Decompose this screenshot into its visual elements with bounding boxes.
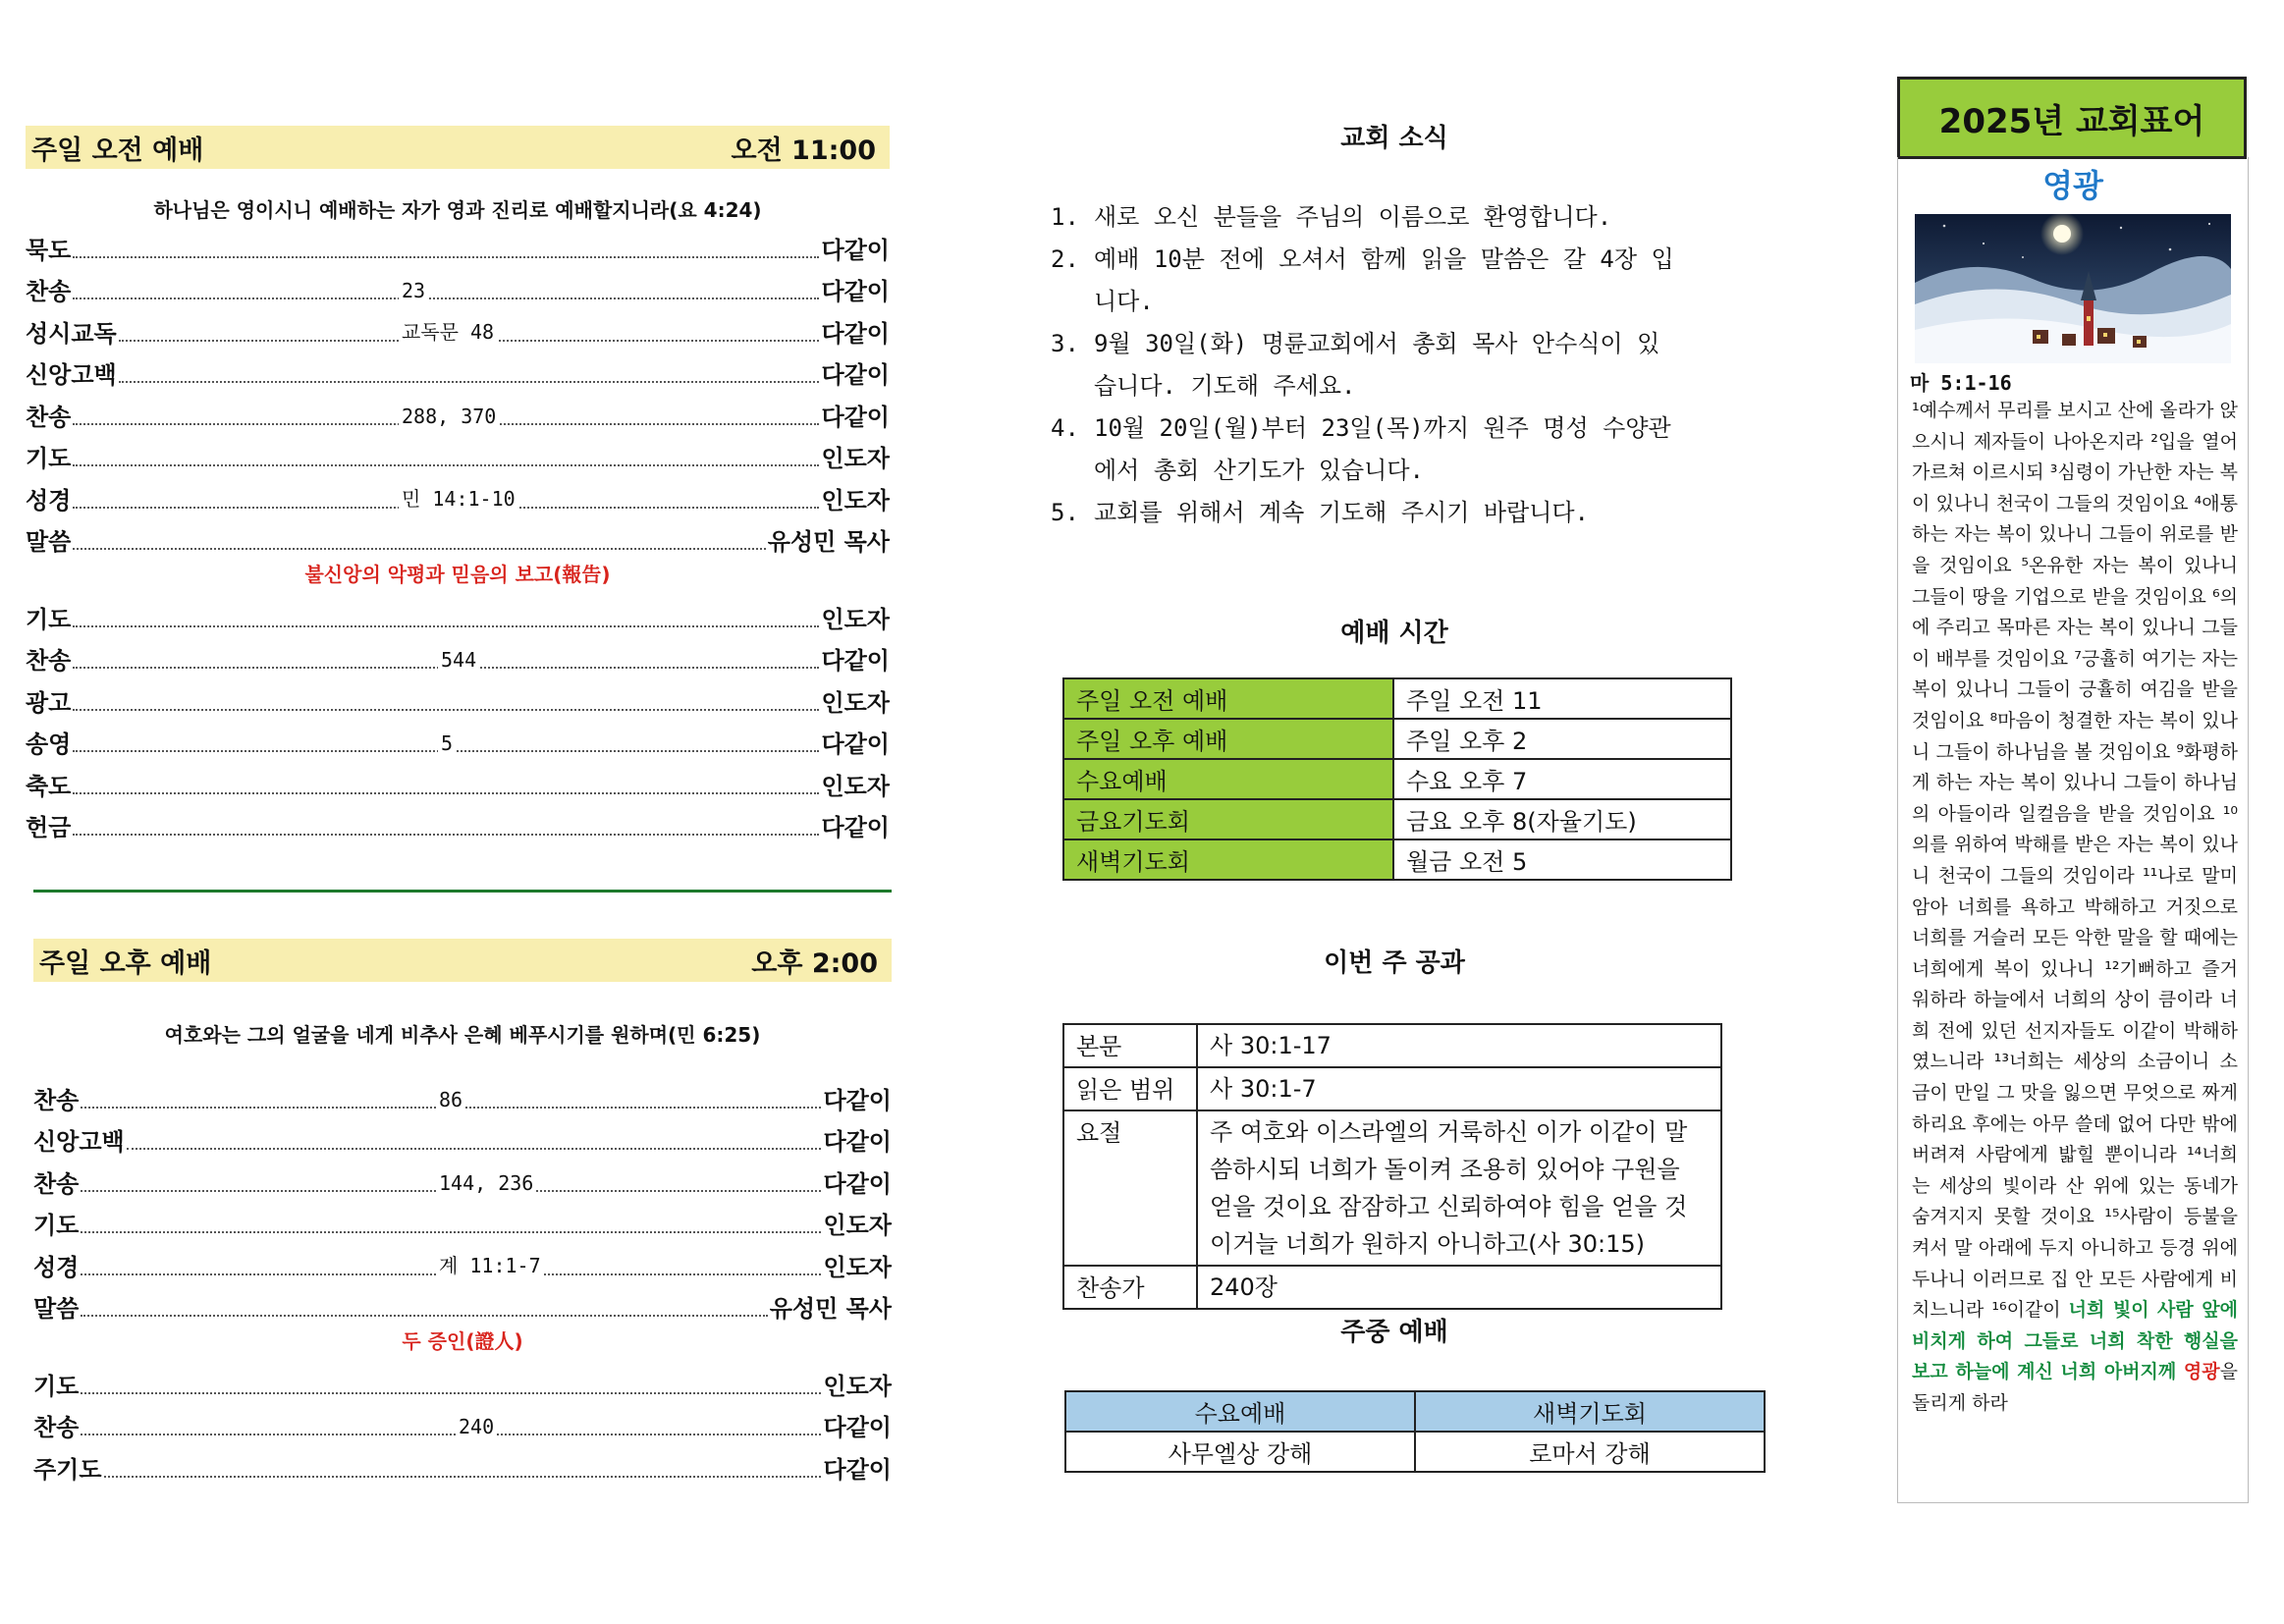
order-responder: 인도자 [821, 1367, 892, 1401]
order-label: 말씀 [26, 522, 73, 557]
lesson-row [1063, 1110, 1721, 1266]
lesson-row-value: 사 30:1-7 [1197, 1067, 1721, 1110]
leader-dots [81, 1230, 821, 1233]
order-row [26, 265, 890, 307]
leader-dots [81, 1433, 821, 1435]
order-responder: 다같이 [819, 725, 890, 759]
midweek-header-dawn: 새벽기도회 [1415, 1391, 1765, 1432]
news-text: 새로 오신 분들을 주님의 이름으로 환영합니다. [1094, 203, 1612, 231]
order-label: 성경 [26, 481, 73, 515]
order-row [26, 515, 890, 558]
order-responder: 다같이 [819, 808, 890, 842]
order-responder: 인도자 [819, 683, 890, 718]
morning-service-time: 오전 11:00 [731, 135, 876, 166]
news-text: 10월 20일(월)부터 23일(목)까지 원주 명성 수양관에서 총회 산기도가 있습니다. [1094, 414, 1671, 484]
order-label: 신앙고백 [26, 355, 119, 390]
motto-title: 2025년 교회표어 [1938, 101, 2205, 141]
order-responder: 인도자 [821, 1248, 892, 1282]
order-row [26, 473, 890, 515]
lesson-row [1063, 1024, 1721, 1067]
order-label: 기도 [33, 1367, 81, 1401]
morning-service-header [26, 126, 890, 169]
news-item [1051, 196, 1679, 239]
leader-dots [73, 547, 765, 550]
afternoon-sermon-title: 두 증인(證人) [402, 1329, 523, 1353]
lesson-row-value: 사 30:1-17 [1197, 1024, 1721, 1067]
news-list [1051, 196, 1679, 534]
news-title: 교회 소식 [1340, 124, 1448, 153]
order-detail: 민 14:1-10 [399, 483, 518, 512]
order-responder: 다같이 [821, 1450, 892, 1485]
order-responder: 다같이 [821, 1164, 892, 1199]
scripture-highlight: 너희 빛이 사람 앞에 비치게 하여 그들로 너희 착한 행실을 보고 하늘에 계신 너희 아버지께 [1912, 1299, 2238, 1383]
worship-time-row [1063, 719, 1731, 759]
leader-dots [73, 624, 819, 627]
lesson-table [1062, 1023, 1722, 1310]
order-row [33, 1282, 892, 1325]
order-detail: 계 11:1-7 [436, 1250, 544, 1278]
order-responder: 다같이 [821, 1081, 892, 1115]
leader-dots [73, 833, 819, 836]
news-text: 교회를 위해서 계속 기도해 주시기 바랍니다. [1094, 499, 1590, 526]
worship-time-row [1063, 839, 1731, 880]
morning-sermon-title: 불신앙의 악평과 믿음의 보고(報告) [304, 563, 611, 586]
worship-time-row-key: 주일 오후 예배 [1063, 719, 1393, 759]
news-item [1051, 492, 1679, 534]
order-detail: 288, 370 [399, 405, 499, 428]
afternoon-verse: 여호와는 그의 얼굴을 네게 비추사 은혜 베푸시기를 원하며(민 6:25) [164, 1023, 761, 1047]
order-row [26, 634, 890, 677]
worship-time-row-key: 수요예배 [1063, 759, 1393, 799]
order-responder: 인도자 [819, 481, 890, 515]
order-detail: 240 [456, 1415, 497, 1438]
order-label: 묵도 [26, 231, 73, 265]
order-row [33, 1157, 892, 1199]
order-label: 축도 [26, 767, 73, 801]
worship-time-row-key: 새벽기도회 [1063, 839, 1393, 880]
order-label: 성경 [33, 1248, 81, 1282]
order-detail: 교독문 48 [399, 316, 497, 345]
worship-time-row [1063, 759, 1731, 799]
leader-dots [81, 1391, 821, 1394]
midweek-value-dawn: 로마서 강해 [1415, 1432, 1765, 1472]
lesson-row-key: 요절 [1063, 1110, 1197, 1266]
scripture-end: 을 돌리게 하라 [1912, 1361, 2238, 1414]
afternoon-service-title: 주일 오후 예배 [39, 947, 212, 979]
order-detail: 144, 236 [436, 1171, 536, 1195]
order-label: 찬송 [26, 272, 73, 306]
order-label: 찬송 [33, 1081, 81, 1115]
order-label: 찬송 [26, 641, 73, 676]
order-row [26, 801, 890, 843]
news-item [1051, 323, 1679, 407]
order-label: 광고 [26, 683, 73, 718]
lesson-row-value: 주 여호와 이스라엘의 거룩하신 이가 이같이 말씀하시되 너희가 돌이켜 조용히 있어야 구원을 얻을 것이요 잠잠하고 신뢰하여야 힘을 얻을 것이거늘 너희가 원하지 아니하고(사 30:15) [1197, 1110, 1721, 1266]
order-row [26, 759, 890, 801]
afternoon-service [33, 939, 892, 1485]
leader-dots [73, 255, 819, 258]
scripture-body: ¹예수께서 무리를 보시고 산에 올라가 앉으시니 제자들이 나아온지라 ²입을 열어 가르쳐 이르시되 ³심령이 가난한 자는 복이 있나니 천국이 그들의 것임이요 ⁴애통하는 자는 복이 있나니 그들이 위로를 받을 것임이요 ⁵온유한 자는 복이 있나니 그들이 땅을 기업으로 받을 것임이요 ⁶의에 주리고 목마른 자는 복이 있나니 그들이 배부를 것임이요 ⁷긍휼히 여기는 자는 복이 있나니 그들이 긍휼히 여김을 받을 것임이요 ⁸마음이 청결한 자는 복이 있나니 그들이 하나님을 볼 것임이요 ⁹화평하게 하는 자는 복이 있나니 그들이 하나님의 아들이라 일컬음을 받을 것임이요 ¹⁰의를 위하여 박해를 받은 자는 복이 있나니 천국이 그들의 것임이라 ¹¹나로 말미암아 너희를 욕하고 박해하고 거짓으로 너희를 거슬러 모든 악한 말을 할 때에는 너희에게 복이 있나니 ¹²기뻐하고 즐거워하라 하늘에서 너희의 상이 큼이라 너희 전에 있던 선지자들도 이같이 박해하였느니라 ¹³너희는 세상의 소금이니 소금이 만일 그 맛을 잃으면 무엇으로 짜게 하리요 후에는 아무 쓸데 없어 다만 밖에 버려져 사람에게 밟힐 뿐이니라 ¹⁴너희는 세상의 빛이라 산 위에 있는 동네가 숨겨지지 못할 것이요 ¹⁵사람이 등불을 켜서 말 아래에 두지 아니하고 등경 위에 두나니 이러므로 집 안 모든 사람에게 비치느니라 ¹⁶이같이 [1912, 400, 2238, 1322]
lesson-title: 이번 주 공과 [1324, 948, 1465, 978]
order-row [26, 676, 890, 718]
order-row [26, 306, 890, 349]
news-number: 3. [1051, 330, 1079, 357]
midweek-header-wed: 수요예배 [1065, 1391, 1415, 1432]
order-row [26, 390, 890, 432]
worship-time-row-value: 주일 오후 2 [1393, 719, 1731, 759]
order-responder: 인도자 [819, 767, 890, 801]
order-responder: 다같이 [821, 1408, 892, 1442]
order-detail: 544 [438, 648, 479, 672]
leader-dots [127, 1147, 822, 1150]
order-responder: 다같이 [819, 272, 890, 306]
worship-time-row-value: 수요 오후 7 [1393, 759, 1731, 799]
news-item [1051, 239, 1679, 323]
order-responder: 다같이 [819, 355, 890, 390]
news-number: 5. [1051, 499, 1079, 526]
order-label: 찬송 [33, 1408, 81, 1442]
morning-order-list-2 [26, 592, 890, 842]
news-number: 2. [1051, 245, 1079, 273]
order-responder: 유성민 목사 [766, 522, 890, 557]
news-text: 예배 10분 전에 오셔서 함께 읽을 말씀은 갈 4장 입니다. [1094, 245, 1674, 315]
scripture-text [1898, 396, 2248, 1420]
order-row [33, 1401, 892, 1443]
morning-service-title: 주일 오전 예배 [31, 135, 204, 166]
leader-dots [73, 791, 819, 794]
order-row [26, 432, 890, 474]
order-row [33, 1359, 892, 1401]
order-label: 신앙고백 [33, 1122, 127, 1157]
winter-village-image [1915, 214, 2231, 363]
motto-word: 영광 [2042, 167, 2103, 204]
morning-order-list [26, 223, 890, 557]
order-detail: 23 [399, 279, 428, 302]
lesson-row [1063, 1067, 1721, 1110]
order-responder: 다같이 [819, 641, 890, 676]
order-label: 기도 [26, 439, 73, 473]
midweek-title: 주중 예배 [1340, 1318, 1448, 1347]
midweek-table [1064, 1390, 1766, 1473]
midweek-value-wed: 사무엘상 강해 [1065, 1432, 1415, 1472]
order-row [33, 1115, 892, 1158]
order-row [26, 349, 890, 391]
leader-dots [73, 463, 819, 466]
worship-time-row-value: 월금 오전 5 [1393, 839, 1731, 880]
order-label: 송영 [26, 725, 73, 759]
lesson-row-key: 본문 [1063, 1024, 1197, 1067]
news-item [1051, 407, 1679, 492]
order-row [33, 1073, 892, 1115]
order-row [33, 1240, 892, 1282]
afternoon-order-list [33, 1073, 892, 1324]
afternoon-service-time: 오후 2:00 [751, 947, 878, 979]
worship-time-row [1063, 678, 1731, 719]
order-responder: 인도자 [819, 439, 890, 473]
order-row [33, 1442, 892, 1485]
lesson-row-key: 찬송가 [1063, 1266, 1197, 1309]
worship-time-row-key: 금요기도회 [1063, 799, 1393, 839]
leader-dots [73, 708, 819, 711]
order-label: 찬송 [26, 398, 73, 432]
scripture-reference: 마 5:1-16 [1910, 371, 2012, 395]
leader-dots [119, 380, 820, 383]
lesson-row-value: 240장 [1197, 1266, 1721, 1309]
order-label: 주기도 [33, 1450, 104, 1485]
order-label: 기도 [26, 600, 73, 634]
leader-dots [73, 297, 819, 299]
leader-dots [104, 1475, 822, 1478]
afternoon-service-header [33, 939, 892, 982]
section-divider [33, 890, 892, 893]
worship-times-title: 예배 시간 [1340, 619, 1448, 648]
order-row [26, 718, 890, 760]
order-label: 말씀 [33, 1289, 81, 1324]
news-text: 9월 30일(화) 명륜교회에서 총회 목사 안수식이 있습니다. 기도해 주세요. [1094, 330, 1660, 400]
morning-verse: 하나님은 영이시니 예배하는 자가 영과 진리로 예배할지니라(요 4:24) [153, 198, 762, 222]
order-responder: 유성민 목사 [768, 1289, 892, 1324]
worship-time-row-value: 금요 오후 8(자율기도) [1393, 799, 1731, 839]
order-detail: 5 [438, 731, 456, 755]
order-responder: 다같이 [819, 231, 890, 265]
worship-time-row-key: 주일 오전 예배 [1063, 678, 1393, 719]
lesson-row [1063, 1266, 1721, 1309]
news-number: 4. [1051, 414, 1079, 442]
afternoon-order-list-2 [33, 1359, 892, 1485]
news-number: 1. [1051, 203, 1079, 231]
leader-dots [81, 1314, 767, 1317]
order-responder: 인도자 [821, 1206, 892, 1240]
order-responder: 다같이 [821, 1122, 892, 1157]
order-label: 헌금 [26, 808, 73, 842]
worship-times-table [1062, 677, 1732, 881]
order-label: 기도 [33, 1206, 81, 1240]
order-responder: 다같이 [819, 314, 890, 349]
order-detail: 86 [436, 1088, 465, 1111]
worship-time-row [1063, 799, 1731, 839]
order-label: 찬송 [33, 1164, 81, 1199]
worship-order-column [26, 126, 890, 842]
order-row [33, 1199, 892, 1241]
lesson-row-key: 읽은 범위 [1063, 1067, 1197, 1110]
order-row [26, 223, 890, 265]
order-row [26, 592, 890, 634]
order-label: 성시교독 [26, 314, 119, 349]
worship-time-row-value: 주일 오전 11 [1393, 678, 1731, 719]
order-responder: 다같이 [819, 398, 890, 432]
motto-panel [1897, 157, 2249, 1503]
scripture-highlight-word: 영광 [2183, 1361, 2220, 1383]
motto-title-box [1897, 77, 2247, 159]
order-responder: 인도자 [819, 600, 890, 634]
